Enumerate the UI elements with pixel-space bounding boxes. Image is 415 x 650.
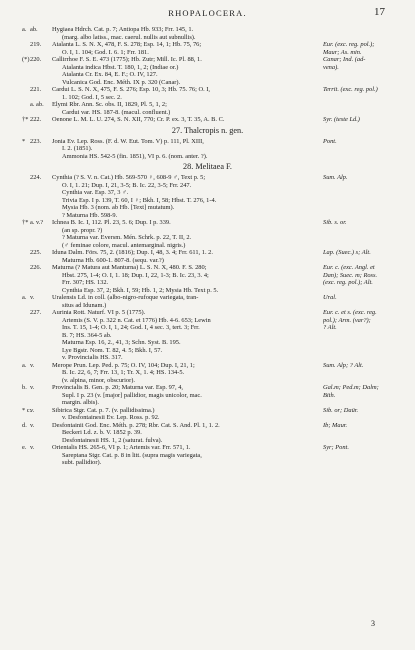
entry-mark: (*) bbox=[22, 56, 30, 63]
entry-region: Canar; Ind. (ad- bbox=[323, 56, 366, 63]
entry-number: 222. bbox=[30, 116, 42, 123]
entry-region: vena). bbox=[323, 63, 339, 71]
entry-text: Cynthia Esp. 37, 2; Bkh. I, 59; Hb. 1, 2; Mysia Hb. Text p. 5. bbox=[62, 286, 219, 294]
entry-region: Syr; Pont. bbox=[323, 444, 349, 451]
entry-number: v. bbox=[30, 421, 35, 429]
entry-text: Desfontainesii HS. 1, 2 (saturat. fulva). bbox=[62, 436, 163, 444]
entry-number: 224. bbox=[30, 174, 42, 181]
entry-region: Sum. Alp; ? Alt. bbox=[323, 361, 364, 369]
entry-number: 226. bbox=[30, 264, 42, 271]
catalog-line bbox=[0, 257, 415, 265]
entry-number: 220. bbox=[30, 56, 42, 63]
catalog-line bbox=[0, 414, 415, 422]
entry-text: Aurinia Rott. Naturf. VI p. 5 (1775). bbox=[52, 309, 146, 316]
catalog-line bbox=[0, 64, 415, 72]
entry-text: Ammonia HS. 542-5 (fin. 1851), VI p. 6. (nom. anter. ?). bbox=[62, 152, 208, 160]
catalog-line bbox=[0, 174, 415, 182]
catalog-line bbox=[0, 444, 415, 452]
catalog-line bbox=[0, 204, 415, 212]
genus-heading: 28. Melitaea F. bbox=[183, 162, 232, 171]
entry-text: Mysia Hb. 3 (nom. ab Hb. [Text] mutatum). bbox=[62, 204, 175, 211]
entry-number: 225. bbox=[30, 249, 42, 256]
catalog-line bbox=[0, 182, 415, 190]
entry-mark: a. bbox=[22, 294, 27, 301]
entry-text: subt. pallidior). bbox=[62, 459, 102, 466]
entry-region: Eur. c. (exc. Angl. et bbox=[323, 264, 375, 271]
entry-mark: * c. bbox=[22, 406, 32, 414]
entry-text: ? Maturna Hb. 598-9. bbox=[62, 211, 118, 219]
entry-text: Jonia Ev. Lep. Ross. (F. d. W. Eut. Tom. V) p. 111, Pl. XIII, bbox=[52, 137, 204, 145]
catalog-line bbox=[0, 109, 415, 117]
entry-text: Cynthia (? S. V. n. Cat.) Hb. 569-570 ♀, 608-9 ♂, Text p. 5; bbox=[52, 174, 206, 181]
catalog-line bbox=[0, 309, 415, 317]
entry-text: Hygiaea Hdrch. Cat. p. 7; Antiopa Hb. 933; Frr. 145, 1. bbox=[52, 26, 194, 33]
entry-text: Atalanta Cr. Ex. 84, E. F.; O. IV, 127. bbox=[62, 71, 158, 78]
entry-number: a. v.? bbox=[30, 219, 44, 226]
entry-text: Sareptana Stgr. Cat. p. 8 in litt. (supra magis variegata, bbox=[62, 451, 202, 459]
entry-text: Merope Prun. Lep. Ped. p. 75; O. IV, 104; Dup. I, 21, 1; bbox=[52, 361, 195, 369]
entry-region: Territ. (exc. reg. pol.) bbox=[323, 86, 378, 93]
entry-number: ab. bbox=[30, 26, 38, 33]
catalog-line bbox=[0, 369, 415, 377]
entry-text: Maturna Hb. 600-1. 807-8. (sequ. var.?) bbox=[62, 256, 164, 264]
catalog-line bbox=[0, 145, 415, 153]
entry-text: 1. 102; God. I, 5 sec. 2. bbox=[62, 93, 122, 101]
catalog-line bbox=[0, 79, 415, 87]
entry-number: v. bbox=[30, 384, 35, 391]
entry-text: Oenone L. M. L. U. 274, S. N. XII, 770; Cr. P. ex. 3, T. 35, A. B. C. bbox=[52, 116, 225, 123]
species-catalog bbox=[0, 26, 415, 467]
entry-region: Pont. bbox=[323, 137, 337, 145]
catalog-line bbox=[0, 347, 415, 355]
catalog-line bbox=[0, 287, 415, 295]
entry-text: Desfontainii God. Enc. Méth. p. 278; Rbr. Cat. S. And. Pl. 1, 1. 2. bbox=[52, 421, 220, 429]
catalog-line bbox=[0, 34, 415, 42]
entry-text: Frr. 307; HS. 132. bbox=[62, 279, 109, 286]
entry-text: Callirrhoe F. S. E. 473 (1775); Hb. Zutr; Mill. Ic. Pl. 88, 1. bbox=[52, 56, 202, 63]
catalog-line bbox=[0, 56, 415, 64]
entry-region: Eur. (exc. reg. pol.); bbox=[323, 41, 375, 48]
catalog-line bbox=[0, 384, 415, 392]
entry-text: Iduna Dalm. Förs. 75, 2. (1816); Dup. I, 48, 3. 4; Frr. 611, 1. 2. bbox=[52, 249, 213, 256]
entry-text: B. 7; HS. 364-5 ab. bbox=[62, 331, 112, 339]
catalog-line bbox=[0, 317, 415, 325]
entry-number: a. ab. bbox=[30, 101, 44, 108]
entry-text: (v. alpina, minor, obscurior). bbox=[62, 376, 135, 384]
entry-text: Trivia Esp. I p. 139, T. 60, I ♀; Bkh. I, 58; Hbst. T. 276, 1-4. bbox=[62, 196, 217, 204]
entry-number: 219. bbox=[30, 41, 42, 48]
entry-region: ? Alt. bbox=[323, 324, 337, 331]
entry-text: (♂ feminae colore, macul. antemarginal. nigris.) bbox=[62, 241, 186, 249]
entry-text: v. Provincialis HS. 317. bbox=[62, 354, 123, 361]
entry-text: Elymi Rbr. Ann. Sc. obs. II, 1829, Pl. 5, 1, 2; bbox=[52, 101, 167, 108]
catalog-line bbox=[0, 71, 415, 79]
entry-region: Dan); Suec. m; Ross. bbox=[323, 271, 378, 279]
entry-text: ? Maturna var. Eversm. Mén. Schrk. p. 22, T. II, 2. bbox=[62, 234, 192, 241]
entry-number: v. bbox=[30, 406, 35, 414]
entry-text: Cardui var. HS. 187-8. (macul. confluent.) bbox=[62, 108, 171, 116]
entry-text: Atalanta L. S. N. X, 478, F. S. 278; Esp. 14, 1; Hb. 75, 76; bbox=[52, 41, 202, 48]
entry-text: Ins. T. 15, 1-4; O. I, 1, 24; God. I, 4 sec. 3, tert. 3; Frr. bbox=[62, 324, 200, 331]
catalog-line bbox=[0, 339, 415, 347]
catalog-line bbox=[0, 377, 415, 385]
entry-text: Ichnea B. Ic. I, 112. Pl. 23, 5. 6; Dup. I p. 339. bbox=[52, 219, 171, 226]
catalog-line bbox=[0, 324, 415, 332]
entry-number: 221. bbox=[30, 86, 42, 93]
entry-text: Beckeri Ld. z. b. V. 1852 p. 39. bbox=[62, 429, 142, 436]
catalog-line bbox=[0, 272, 415, 280]
catalog-line bbox=[0, 197, 415, 205]
catalog-line bbox=[0, 153, 415, 161]
catalog-line bbox=[0, 212, 415, 220]
entry-number: v. bbox=[30, 294, 35, 301]
entry-text: Artemis (S. V. p. 322 n. Cat. et 1776) Hb. 4-6. 653; Lewin bbox=[62, 316, 211, 324]
entry-region: pol.); Arm. (var?); bbox=[323, 316, 371, 324]
catalog-line bbox=[0, 94, 415, 102]
catalog-line bbox=[0, 49, 415, 57]
running-head: RHOPALOCERA. bbox=[168, 8, 247, 18]
entry-text: O. I, 1. 21; Dup. I, 21, 3-5; B. Ic. 22, 3-5; Frr. 247. bbox=[62, 181, 192, 189]
catalog-line bbox=[0, 189, 415, 197]
entry-mark: †* bbox=[22, 219, 29, 226]
entry-region: Sum. Alp. bbox=[323, 174, 348, 181]
catalog-line bbox=[0, 249, 415, 257]
entry-mark: b. bbox=[22, 384, 27, 391]
entry-text: Provincialis B. Gen. p. 20; Maturna var. Esp. 97, 4, bbox=[52, 384, 183, 391]
entry-text: situs ad Idunam.) bbox=[62, 301, 107, 309]
catalog-line bbox=[0, 227, 415, 235]
catalog-line bbox=[0, 302, 415, 310]
entry-number: v. bbox=[30, 361, 35, 369]
catalog-line bbox=[0, 279, 415, 287]
entry-text: Cardui L. S. N. X, 475, F. S. 276; Esp. 10, 3; Hb. 75. 76; O. I, bbox=[52, 86, 211, 93]
catalog-line bbox=[0, 332, 415, 340]
page-number: 17 bbox=[374, 6, 385, 18]
entry-mark: e. bbox=[22, 444, 27, 451]
catalog-line bbox=[0, 138, 415, 146]
entry-text: Vulcanica God. Enc. Méth. IX p. 320 (Canar). bbox=[62, 78, 181, 86]
entry-region: Gal.m; Ped.m; Dalm; bbox=[323, 384, 379, 391]
catalog-line bbox=[0, 354, 415, 362]
catalog-line bbox=[0, 362, 415, 370]
entry-region: Maur; As. min. bbox=[323, 48, 362, 56]
page-header bbox=[0, 8, 415, 22]
entry-text: I. 2. (1851). bbox=[62, 145, 93, 152]
entry-text: Atalanta indica Hbst. T. 180, 1, 2; (Indiae or.) bbox=[62, 63, 179, 71]
entry-text: Maturna (? Matura aut Manturna) L. S. N. X, 480. F. S. 280; bbox=[52, 264, 207, 271]
entry-text: O. I, 1. 104; God. I. 6. 1; Frr. 181. bbox=[62, 48, 149, 56]
entry-mark: d. bbox=[22, 421, 27, 429]
catalog-line bbox=[0, 392, 415, 400]
entry-region: Ural. bbox=[323, 294, 337, 301]
entry-number: v. bbox=[30, 444, 35, 451]
catalog-line bbox=[0, 429, 415, 437]
entry-region: Bith. bbox=[323, 391, 336, 399]
catalog-line bbox=[0, 234, 415, 242]
catalog-line bbox=[0, 437, 415, 445]
entry-number: 223. bbox=[30, 137, 42, 145]
catalog-line bbox=[0, 399, 415, 407]
catalog-line bbox=[0, 26, 415, 34]
catalog-line bbox=[0, 452, 415, 460]
entry-text: Orientalis HS. 265-6, VI p. 1; Artemis var. Frr. 571, 1. bbox=[52, 444, 191, 451]
entry-mark: * bbox=[22, 137, 26, 145]
entry-region: Syr. (teste Ld.) bbox=[323, 116, 360, 123]
catalog-line bbox=[0, 422, 415, 430]
catalog-line bbox=[0, 294, 415, 302]
catalog-line bbox=[0, 116, 415, 124]
entry-text: Hbst. 275, 1-4; O. I, 1. 18; Dup. I, 22, 1-3; B. Ic. 23, 3. 4; bbox=[62, 271, 209, 279]
catalog-line bbox=[0, 407, 415, 415]
entry-text: Maturna Esp. 16, 2., 41, 3; Schn. Syst. B. 195. bbox=[62, 339, 181, 346]
entry-region: Sib. s. or. bbox=[323, 219, 347, 226]
signature-mark: 3 bbox=[371, 619, 375, 628]
entry-mark: a. bbox=[22, 26, 27, 33]
entry-text: margin. albis). bbox=[62, 399, 99, 406]
catalog-line bbox=[0, 41, 415, 49]
catalog-line bbox=[0, 459, 415, 467]
genus-heading: 27. Thalcropis n. gen. bbox=[171, 125, 244, 135]
entry-region: Eur. c. et s. (exc. reg. bbox=[323, 309, 377, 316]
entry-text: Lye Bgstr. Nom. T. 82, 4. 5; Bkh. I, 57. bbox=[62, 346, 163, 354]
entry-text: (marg. albo latiss., mac. caerul. nullis aut subnullis). bbox=[62, 33, 196, 41]
entry-text: v. Desfontainesii Ev. Lep. Ross. p. 92. bbox=[62, 414, 160, 421]
entry-region: Sib. or; Daür. bbox=[323, 406, 359, 414]
catalog-line bbox=[0, 264, 415, 272]
entry-region: Lap. (Suec.) s; Alt. bbox=[323, 249, 371, 256]
entry-text: Cynthia var. Esp. 37, 3 ♂. bbox=[62, 189, 129, 196]
entry-text: Uralensis Ld. in coll. (albo-nigro-rufoque variegata, tran- bbox=[52, 294, 199, 301]
catalog-line bbox=[0, 219, 415, 227]
catalog-line bbox=[0, 242, 415, 250]
entry-mark: a. bbox=[22, 361, 27, 369]
entry-region: Ib; Maur. bbox=[323, 421, 348, 429]
entry-region: (exc. reg. pol.); Alt. bbox=[323, 279, 373, 286]
catalog-line bbox=[0, 101, 415, 109]
entry-text: Sibirica Stgr. Cat. p. 7. (v. pallidissima.) bbox=[52, 406, 155, 414]
entry-mark: †* bbox=[22, 116, 29, 123]
catalog-line bbox=[0, 86, 415, 94]
entry-text: (an sp. propr. ?) bbox=[62, 226, 103, 234]
entry-text: B. Ic. 22, 6, 7; Frr. 13, 1; Tr. X, 1. 4; HS. 134-5. bbox=[62, 369, 185, 376]
entry-text: Supl. I p. 23 (v. [major] pallidior, magis unicolor, mac. bbox=[62, 391, 202, 399]
entry-number: 227. bbox=[30, 309, 42, 316]
